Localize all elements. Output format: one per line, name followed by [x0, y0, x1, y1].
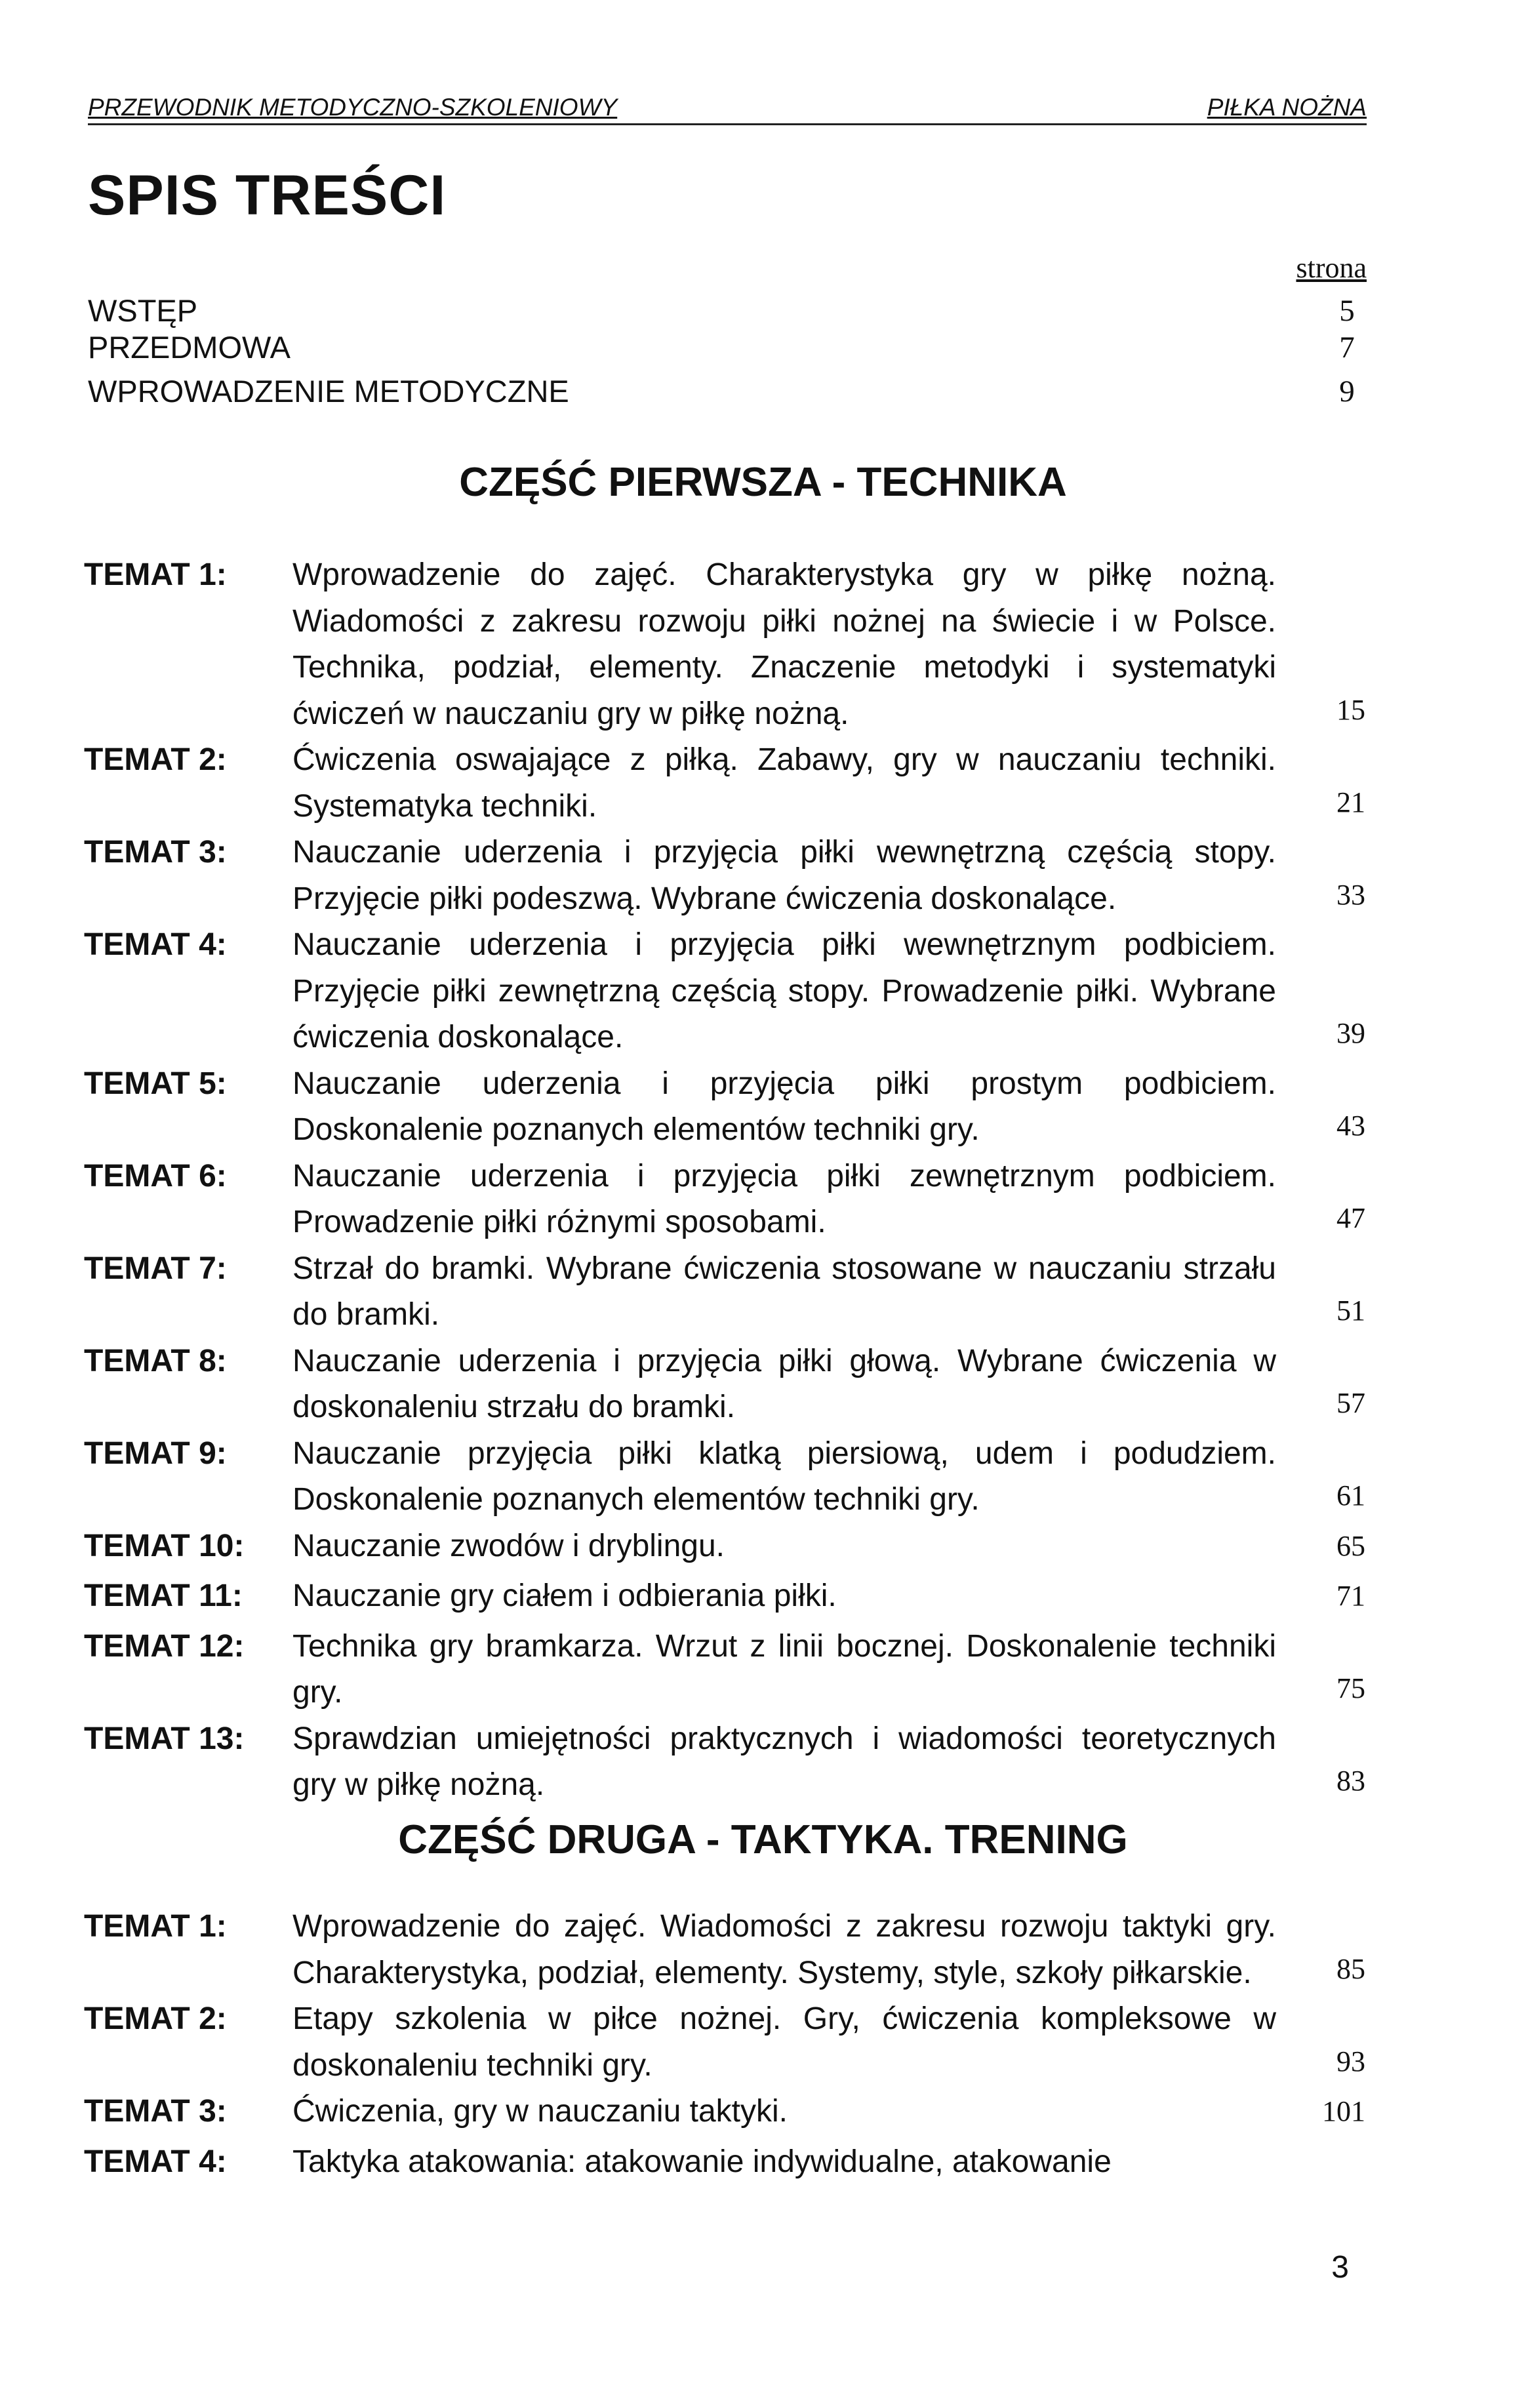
topic-label: TEMAT 12: [84, 1628, 245, 1664]
topic-label: TEMAT 2: [84, 2001, 227, 2036]
topic-item [84, 2139, 1369, 2186]
topic-page: 75 [1336, 1672, 1365, 1704]
topic-item [84, 2089, 1369, 2139]
toc-entry-title: PRZEDMOWA [88, 330, 291, 365]
topic-list-part-2 [84, 1904, 1369, 2185]
topic-description: Strzał do bramki. Wybrane ćwiczenia stosowane w nauczaniu strzału do bramki. [292, 1251, 1276, 1332]
topic-item [84, 1996, 1369, 2089]
topic-item [84, 737, 1369, 830]
topic-page: 83 [1336, 1765, 1365, 1797]
topic-page: 43 [1336, 1110, 1365, 1142]
topic-description: Nauczanie uderzenia i przyjęcia piłki wewnętrzną częścią stopy. Przyjęcie piłki podeszwą. Wybrane ćwiczenia doskonalące. [292, 835, 1276, 916]
topic-item [84, 1338, 1369, 1431]
toc-entry-front [88, 329, 1367, 366]
toc-entry-page: 5 [1339, 294, 1355, 328]
topic-item [84, 1904, 1369, 1996]
topic-item [84, 1573, 1369, 1624]
topic-description: Ćwiczenia, gry w nauczaniu taktyki. [292, 2094, 788, 2129]
topic-page: 101 [1322, 2095, 1365, 2127]
topic-label: TEMAT 9: [84, 1435, 227, 1471]
topic-description: Wprowadzenie do zajęć. Wiadomości z zakresu rozwoju taktyki gry. Charakterystyka, podział, elementy. Systemy, style, szkoły piłkarskie. [292, 1909, 1276, 1990]
running-header [88, 93, 1367, 125]
running-header-right: PIŁKA NOŻNA [1207, 94, 1367, 121]
topic-label: TEMAT 3: [84, 835, 227, 870]
topic-description: Nauczanie uderzenia i przyjęcia piłki prostym podbiciem. Doskonalenie poznanych elementów techniki gry. [292, 1066, 1276, 1147]
topic-description: Technika gry bramkarza. Wrzut z linii bocznej. Doskonalenie techniki gry. [292, 1628, 1276, 1710]
topic-label: TEMAT 4: [84, 2144, 227, 2179]
topic-label: TEMAT 13: [84, 1721, 245, 1756]
topic-item [84, 1061, 1369, 1154]
part-heading: CZĘŚĆ PIERWSZA - TECHNIKA [459, 460, 1067, 505]
topic-item [84, 1523, 1369, 1574]
topic-label: TEMAT 2: [84, 742, 227, 777]
toc-entry-title: WPROWADZENIE METODYCZNE [88, 374, 569, 409]
toc-entry-front [88, 373, 1367, 410]
topic-item [84, 1716, 1369, 1809]
page-title: SPIS TREŚCI [88, 164, 447, 227]
toc-entry-front [88, 292, 1367, 329]
topic-description: Nauczanie uderzenia i przyjęcia piłki głową. Wybrane ćwiczenia w doskonaleniu strzału do bramki. [292, 1343, 1276, 1424]
topic-label: TEMAT 4: [84, 927, 227, 962]
topic-page: 51 [1336, 1294, 1365, 1327]
topic-list-part-1 [84, 552, 1369, 1809]
topic-page: 39 [1336, 1017, 1365, 1049]
topic-label: TEMAT 1: [84, 557, 227, 592]
topic-item [84, 1246, 1369, 1338]
topic-page: 65 [1336, 1529, 1365, 1562]
topic-label: TEMAT 3: [84, 2094, 227, 2129]
topic-page: 71 [1336, 1580, 1365, 1612]
topic-description: Nauczanie gry ciałem i odbierania piłki. [292, 1578, 837, 1613]
topic-description: Nauczanie zwodów i dryblingu. [292, 1528, 725, 1563]
page-number: 3 [1331, 2250, 1349, 2285]
topic-label: TEMAT 10: [84, 1528, 245, 1563]
topic-item [84, 1154, 1369, 1246]
topic-description: Taktyka atakowania: atakowanie indywidualne, atakowanie [292, 2144, 1112, 2179]
topic-page: 93 [1336, 2045, 1365, 2077]
topic-label: TEMAT 5: [84, 1066, 227, 1101]
topic-description: Nauczanie przyjęcia piłki klatką piersiową, udem i podudziem. Doskonalenie poznanych elementów techniki gry. [292, 1435, 1276, 1517]
topic-description: Wprowadzenie do zajęć. Charakterystyka gry w piłkę nożną. Wiadomości z zakresu rozwoju piłki nożnej na świecie i w Polsce. Technika, podział, elementy. Znaczenie metodyki i systematyki ćwiczeń w nauczaniu gry w piłkę nożną. [292, 557, 1276, 731]
toc-entry-page: 9 [1339, 374, 1355, 409]
topic-page: 15 [1336, 693, 1365, 726]
topic-description: Etapy szkolenia w piłce nożnej. Gry, ćwiczenia kompleksowe w doskonaleniu techniki gry. [292, 2001, 1276, 2083]
toc-entry-title: WSTĘP [88, 293, 198, 328]
topic-item [84, 830, 1369, 922]
topic-item [84, 552, 1369, 737]
part-heading: CZĘŚĆ DRUGA - TAKTYKA. TRENING [398, 1817, 1128, 1862]
page-column-label: strona [1296, 252, 1367, 284]
topic-page: 57 [1336, 1387, 1365, 1419]
topic-page: 47 [1336, 1202, 1365, 1234]
toc-entry-page: 7 [1339, 331, 1355, 365]
topic-description: Ćwiczenia oswajające z piłką. Zabawy, gry w nauczaniu techniki. Systematyka techniki. [292, 742, 1276, 824]
topic-label: TEMAT 8: [84, 1343, 227, 1378]
topic-description: Nauczanie uderzenia i przyjęcia piłki zewnętrznym podbiciem. Prowadzenie piłki różnymi sposobami. [292, 1158, 1276, 1239]
topic-page [1276, 2139, 1369, 2186]
topic-page: 85 [1336, 1952, 1365, 1985]
topic-description: Nauczanie uderzenia i przyjęcia piłki wewnętrznym podbiciem. Przyjęcie piłki zewnętrzną częścią stopy. Prowadzenie piłki. Wybrane ćwiczenia doskonalące. [292, 927, 1276, 1054]
topic-label: TEMAT 11: [84, 1578, 243, 1613]
running-header-left: PRZEWODNIK METODYCZNO-SZKOLENIOWY [88, 94, 618, 121]
topic-label: TEMAT 1: [84, 1909, 227, 1944]
topic-description: Sprawdzian umiejętności praktycznych i wiadomości teoretycznych gry w piłkę nożną. [292, 1721, 1276, 1802]
topic-item [84, 1431, 1369, 1523]
topic-label: TEMAT 7: [84, 1251, 227, 1286]
topic-page: 61 [1336, 1479, 1365, 1512]
topic-page: 21 [1336, 786, 1365, 818]
topic-page: 33 [1336, 878, 1365, 911]
topic-item [84, 922, 1369, 1061]
topic-item [84, 1624, 1369, 1716]
topic-label: TEMAT 6: [84, 1158, 227, 1194]
